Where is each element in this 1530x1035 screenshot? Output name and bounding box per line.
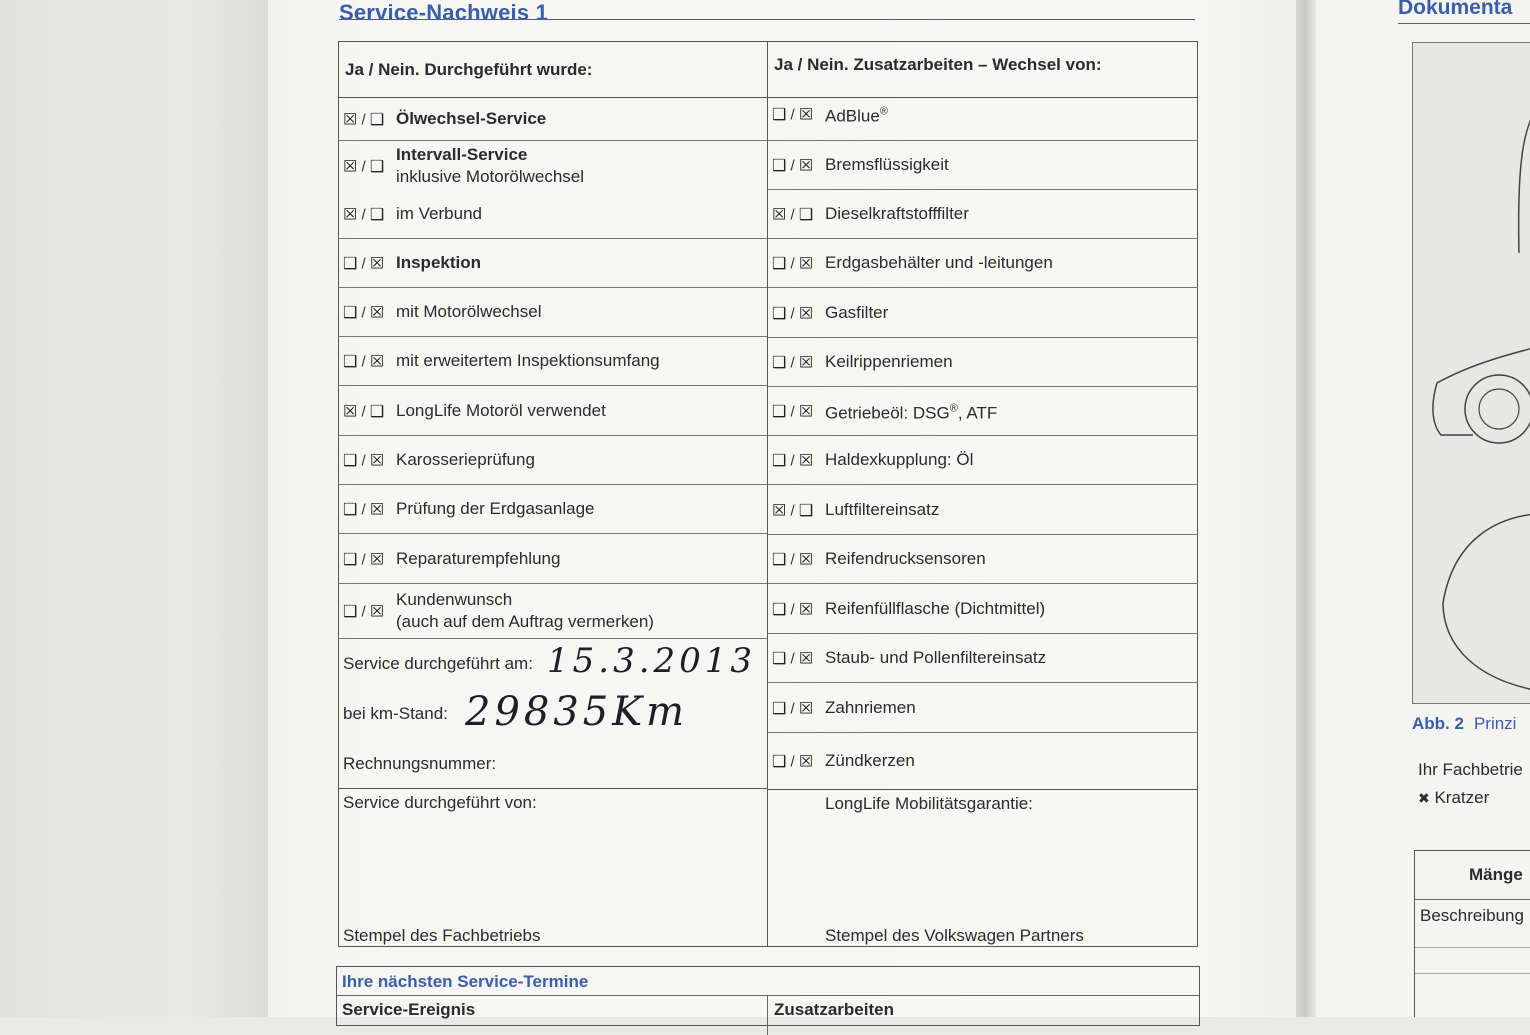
next-services-col-event: Service-Ereignis <box>342 1000 476 1019</box>
yes-no-separator: / <box>790 206 795 224</box>
service-item-row <box>339 534 767 584</box>
yes-no-separator: / <box>361 255 366 273</box>
checkbox-no-checked[interactable]: ☒ <box>798 648 814 668</box>
extra-work-label <box>825 252 1053 274</box>
service-item-title: Karosserieprüfung <box>396 450 535 469</box>
service-item-label <box>396 449 535 471</box>
checkbox-yes[interactable]: ❑ <box>772 303 787 322</box>
title-rule <box>339 19 1195 20</box>
extra-work-label <box>825 548 986 570</box>
extra-work-title: Reifendrucksensoren <box>825 549 986 568</box>
extra-work-title: Zündkerzen <box>825 751 915 770</box>
checkbox-no-checked[interactable]: ☒ <box>369 601 385 621</box>
checkbox-yes[interactable]: ❑ <box>343 253 358 273</box>
extra-work-title: Dieselkraftstofffilter <box>825 204 969 223</box>
extra-work-title: AdBlue <box>825 106 880 126</box>
service-item-row <box>339 98 767 141</box>
yes-no-separator: / <box>361 403 366 420</box>
checkbox-yes[interactable]: ❑ <box>343 302 358 322</box>
yes-no-checkboxes <box>772 599 820 618</box>
cross-icon: ✖ <box>1418 791 1430 807</box>
service-item-title: Inspektion <box>396 253 482 272</box>
page-title: Service-Nachweis 1 <box>339 0 549 25</box>
facing-page-text-2 <box>1418 788 1489 808</box>
yes-no-checkboxes <box>772 752 820 771</box>
yes-no-separator: / <box>361 603 366 621</box>
facing-page-text-1: Ihr Fachbetrie <box>1418 760 1523 779</box>
service-item-title: im Verbund <box>396 204 482 223</box>
km-label: bei km-Stand: <box>343 704 448 723</box>
service-item-subtitle: (auch auf dem Auftrag vermerken) <box>396 612 654 631</box>
yes-no-separator: / <box>790 601 795 618</box>
extra-work-row <box>768 683 1198 733</box>
extra-work-row <box>768 387 1198 436</box>
extra-work-label <box>825 750 915 772</box>
registered-mark: ® <box>879 105 888 118</box>
service-item-label <box>396 301 542 323</box>
service-item-label <box>396 144 584 188</box>
checkbox-no-checked[interactable]: ☒ <box>798 303 814 322</box>
yes-no-separator: / <box>790 255 795 273</box>
extra-work-row <box>768 338 1198 387</box>
yes-no-separator: / <box>790 106 795 124</box>
checkbox-yes[interactable]: ❑ <box>772 401 787 421</box>
yes-no-separator: / <box>790 157 795 175</box>
checkbox-no-checked[interactable]: ☒ <box>369 302 385 322</box>
yes-no-separator: / <box>361 304 366 322</box>
extra-work-label <box>825 647 1046 669</box>
extra-work-row <box>768 239 1198 288</box>
facing-page <box>1316 0 1530 1017</box>
defects-table-line <box>1415 973 1530 974</box>
extra-work-row <box>768 584 1198 634</box>
service-item-row <box>339 436 767 485</box>
service-item-row <box>339 288 767 337</box>
right-column <box>767 42 1198 946</box>
checkbox-no-checked[interactable]: ☒ <box>369 351 385 371</box>
checkbox-yes-checked[interactable]: ☒ <box>343 401 358 420</box>
figure-caption <box>1412 714 1516 734</box>
checkbox-no-checked[interactable]: ☒ <box>798 104 814 124</box>
yes-no-checkboxes <box>772 254 820 273</box>
km-row <box>339 689 767 739</box>
yes-no-checkboxes <box>343 205 391 224</box>
extra-work-row <box>768 535 1198 584</box>
performed-by-label: Service durchgeführt von: <box>343 793 537 812</box>
service-item-label <box>396 548 560 570</box>
checkbox-no-checked[interactable]: ☒ <box>369 253 385 273</box>
checkbox-yes[interactable]: ❑ <box>343 601 358 621</box>
yes-no-checkboxes <box>343 110 391 129</box>
service-date-label: Service durchgeführt am: <box>343 654 533 673</box>
defects-table-line <box>1415 947 1530 948</box>
yes-no-separator: / <box>361 158 366 175</box>
extra-work-title: Zahnriemen <box>825 697 916 717</box>
extra-work-row <box>768 141 1198 190</box>
facing-page-text-2-label: Kratzer <box>1434 788 1490 807</box>
extra-work-label <box>825 154 949 176</box>
extra-work-title-rest: , ATF <box>957 403 998 423</box>
stamp-right-label: Stempel des Volkswagen Partners <box>825 926 1084 945</box>
extra-work-label <box>825 697 916 719</box>
checkbox-yes-checked[interactable]: ☒ <box>343 204 358 224</box>
yes-no-checkboxes <box>772 156 820 175</box>
yes-no-checkboxes <box>343 549 391 568</box>
checkbox-no-checked[interactable]: ☒ <box>369 499 385 519</box>
yes-no-separator: / <box>361 452 366 470</box>
checkbox-yes[interactable]: ❑ <box>772 450 787 470</box>
extra-work-title: Getriebeöl: DSG <box>825 403 950 423</box>
extra-work-row <box>768 88 1198 141</box>
yes-no-separator: / <box>790 650 795 668</box>
service-item-label <box>396 498 594 520</box>
extra-work-label <box>825 302 888 324</box>
yes-no-checkboxes <box>772 451 820 470</box>
defects-table-rule <box>1415 899 1530 900</box>
checkbox-no-checked[interactable]: ☒ <box>798 751 814 771</box>
checkbox-no[interactable]: ❑ <box>369 109 385 129</box>
checkbox-yes[interactable]: ❑ <box>772 253 787 273</box>
service-item-row <box>339 239 767 288</box>
service-item-title: Ölwechsel-Service <box>396 109 547 128</box>
checkbox-yes[interactable]: ❑ <box>772 698 787 717</box>
yes-no-separator: / <box>790 403 795 421</box>
extra-work-title: Reifenfüllflasche (Dichtmittel) <box>825 598 1046 618</box>
invoice-label: Rechnungsnummer: <box>343 753 497 773</box>
next-services-title: Ihre nächsten Service-Termine <box>342 972 589 991</box>
checkbox-yes[interactable]: ❑ <box>772 104 787 124</box>
yes-no-checkboxes <box>343 401 391 420</box>
service-item-title: Reparaturempfehlung <box>396 548 561 568</box>
km-value[interactable]: 29835Km <box>465 689 689 735</box>
figure-caption-text: Prinzi <box>1473 714 1517 733</box>
yes-no-checkboxes <box>343 500 391 519</box>
service-item-subtitle: inklusive Motorölwechsel <box>396 166 585 186</box>
extra-work-row <box>768 190 1198 239</box>
yes-no-checkboxes <box>772 353 820 372</box>
extra-work-label <box>825 203 969 225</box>
checkbox-no-checked[interactable]: ☒ <box>798 549 814 569</box>
stamp-area-left <box>339 789 767 948</box>
extra-work-label <box>825 598 1045 620</box>
checkbox-no-checked[interactable]: ☒ <box>798 155 814 175</box>
checkbox-no[interactable]: ❑ <box>798 500 814 519</box>
checkbox-no[interactable]: ❑ <box>369 156 385 175</box>
stamp-left-label: Stempel des Fachbetriebs <box>343 926 541 945</box>
extra-work-label <box>825 101 888 128</box>
left-column <box>339 42 767 946</box>
checkbox-no-checked[interactable]: ☒ <box>798 450 814 470</box>
service-date-row <box>339 639 767 689</box>
registered-mark: ® <box>949 402 958 415</box>
checkbox-no[interactable]: ❑ <box>369 401 385 420</box>
checkbox-yes[interactable]: ❑ <box>772 751 787 771</box>
extra-work-row <box>768 485 1198 535</box>
checkbox-yes-checked[interactable]: ☒ <box>343 109 358 129</box>
service-form <box>338 41 1198 947</box>
extra-work-title: Erdgasbehälter und -leitungen <box>825 253 1053 272</box>
service-item-title: Intervall-Service <box>396 144 528 164</box>
booklet-gutter <box>1296 0 1316 1017</box>
vehicle-diagram <box>1412 42 1530 704</box>
service-item-row <box>339 485 767 534</box>
defects-table-cell: Beschreibung <box>1420 906 1524 925</box>
extra-work-label <box>825 398 997 425</box>
extra-work-title: Luftfiltereinsatz <box>825 499 940 519</box>
extra-work-title: Gasfilter <box>825 302 889 322</box>
extra-work-title: Haldexkupplung: Öl <box>825 450 974 469</box>
extra-work-row <box>768 634 1198 683</box>
next-services-col-extra: Zusatzarbeiten <box>774 1000 894 1019</box>
yes-no-checkboxes <box>772 205 820 224</box>
checkbox-yes[interactable]: ❑ <box>343 499 358 519</box>
yes-no-checkboxes <box>772 649 820 668</box>
checkbox-yes[interactable]: ❑ <box>343 450 358 470</box>
invoice-row <box>339 739 767 789</box>
service-item-label <box>396 400 606 422</box>
next-services-rule <box>337 995 1199 996</box>
yes-no-separator: / <box>361 501 366 519</box>
next-services-divider <box>767 995 768 1035</box>
checkbox-yes[interactable]: ❑ <box>343 351 358 371</box>
service-item-row <box>339 386 767 436</box>
extra-work-title: Staub- und Pollenfiltereinsatz <box>825 648 1047 667</box>
service-item-row <box>339 337 767 386</box>
yes-no-checkboxes <box>343 303 391 322</box>
checkbox-no-checked[interactable]: ☒ <box>798 253 814 273</box>
yes-no-separator: / <box>361 111 366 129</box>
next-services-box <box>336 966 1200 1026</box>
yes-no-checkboxes <box>343 254 391 273</box>
checkbox-yes[interactable]: ❑ <box>772 648 787 668</box>
yes-no-separator: / <box>361 353 366 371</box>
extra-work-label <box>825 499 939 521</box>
yes-no-separator: / <box>790 700 795 717</box>
checkbox-no[interactable]: ❑ <box>798 204 814 224</box>
service-item-row <box>339 141 767 190</box>
service-item-label <box>396 203 482 225</box>
service-item-label <box>396 350 660 372</box>
yes-no-separator: / <box>790 551 795 569</box>
checkbox-yes-checked[interactable]: ☒ <box>772 204 787 224</box>
checkbox-yes[interactable]: ❑ <box>772 155 787 175</box>
yes-no-checkboxes <box>343 451 391 470</box>
yes-no-separator: / <box>790 354 795 372</box>
guarantee-label: LongLife Mobilitätsgarantie: <box>825 794 1033 813</box>
yes-no-checkboxes <box>772 303 820 322</box>
yes-no-checkboxes <box>343 156 391 175</box>
extra-work-row <box>768 288 1198 338</box>
figure-caption-label: Abb. 2 <box>1412 714 1464 733</box>
service-item-title: Kundenwunsch <box>396 590 513 609</box>
defects-table-header: Mänge <box>1469 865 1523 884</box>
service-item-label <box>396 589 654 633</box>
yes-no-separator: / <box>790 502 795 519</box>
yes-no-checkboxes <box>772 500 820 519</box>
background-left <box>0 0 268 1017</box>
service-item-label <box>396 252 481 274</box>
facing-page-rule <box>1398 23 1530 24</box>
service-item-label <box>396 108 546 130</box>
extra-work-label <box>825 449 973 471</box>
checkbox-yes[interactable]: ❑ <box>772 549 787 569</box>
extra-work-row <box>768 733 1198 789</box>
service-item-row <box>339 584 767 639</box>
service-item-title: Prüfung der Erdgasanlage <box>396 499 595 518</box>
checkbox-yes[interactable]: ❑ <box>772 352 787 372</box>
yes-no-separator: / <box>790 452 795 470</box>
yes-no-checkboxes <box>772 105 820 124</box>
checkbox-yes-checked[interactable]: ☒ <box>343 156 358 175</box>
yes-no-checkboxes <box>772 550 820 569</box>
yes-no-separator: / <box>361 551 366 568</box>
yes-no-checkboxes <box>343 602 391 621</box>
extra-work-title: Keilrippenriemen <box>825 352 953 371</box>
yes-no-checkboxes <box>772 698 820 717</box>
checkbox-yes[interactable]: ❑ <box>343 549 358 568</box>
checkbox-no-checked[interactable]: ☒ <box>798 401 814 421</box>
checkbox-no-checked[interactable]: ☒ <box>798 352 814 372</box>
yes-no-checkboxes <box>772 402 820 421</box>
yes-no-separator: / <box>790 305 795 322</box>
defects-table <box>1414 850 1530 1017</box>
checkbox-no-checked[interactable]: ☒ <box>798 599 814 618</box>
yes-no-separator: / <box>790 753 795 771</box>
extra-work-label <box>825 351 953 373</box>
checkbox-yes-checked[interactable]: ☒ <box>772 500 787 519</box>
yes-no-separator: / <box>361 206 366 224</box>
service-item-title: mit erweitertem Inspektionsumfang <box>396 351 660 370</box>
extra-work-row <box>768 436 1198 485</box>
service-item-row <box>339 190 767 239</box>
car-outline-icon <box>1413 43 1530 705</box>
checkbox-no-checked[interactable]: ☒ <box>369 450 385 470</box>
stamp-area-right <box>768 789 1198 948</box>
service-item-title: mit Motorölwechsel <box>396 302 542 321</box>
extra-work-title: Bremsflüssigkeit <box>825 155 949 174</box>
yes-no-checkboxes <box>343 352 391 371</box>
facing-page-title: Dokumenta <box>1398 0 1513 19</box>
checkbox-no-checked[interactable]: ☒ <box>369 549 385 568</box>
checkbox-yes[interactable]: ❑ <box>772 599 787 618</box>
checkbox-no[interactable]: ❑ <box>369 204 385 224</box>
left-column-header: Ja / Nein. Durchgeführt wurde: <box>339 42 767 98</box>
right-column-header: Ja / Nein. Zusatzarbeiten – Wechsel von: <box>768 42 1198 98</box>
service-date-value[interactable]: 15.3.2013 <box>547 641 757 681</box>
checkbox-no-checked[interactable]: ☒ <box>798 698 814 717</box>
service-item-title: LongLife Motoröl verwendet <box>396 400 606 420</box>
